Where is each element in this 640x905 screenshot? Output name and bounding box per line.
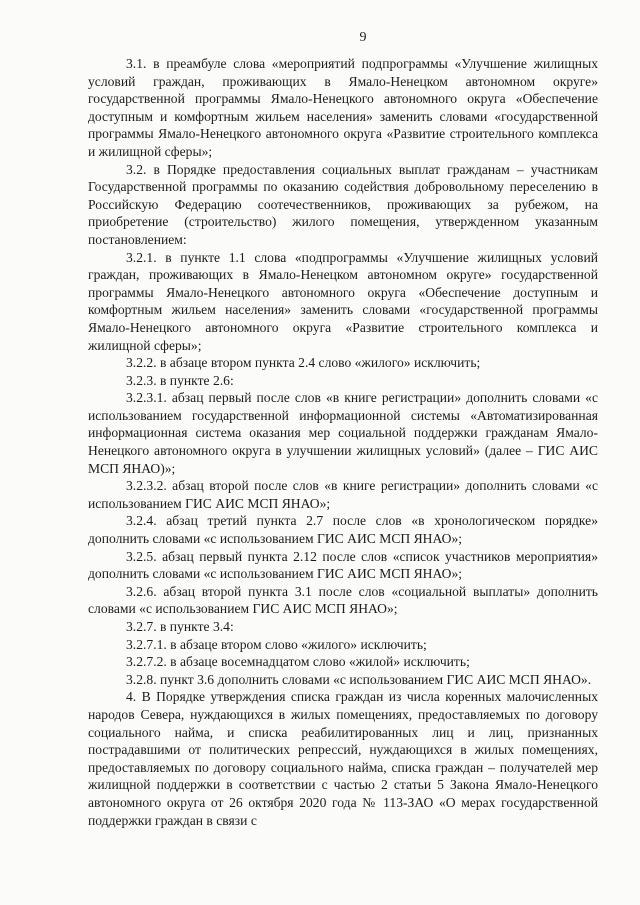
paragraph: 3.2.3.1. абзац первый после слов «в книге регистрации» дополнить словами «с использованием государственной информационной системы «Автоматизированная информационная система оказания мер социальной поддержки гражданам Ямало-Ненецкого автономного округа в улучшении жилищных условий» (далее – ГИС АИС МСП ЯНАО)»; [88, 390, 598, 476]
paragraph: 3.1. в преамбуле слова «мероприятий подпрограммы «Улучшение жилищных условий граждан, проживающих в Ямало-Ненецком автономном округе» государственной программы Ямало-Ненецкого автономного округа «Обеспечение доступным и комфортным жильем населения» заменить словами «государственной программы Ямало-Ненецкого автономного округа «Развитие строительного комплекса и жилищной сферы»; [88, 56, 598, 159]
paragraph: 3.2.1. в пункте 1.1 слова «подпрограммы «Улучшение жилищных условий граждан, проживающих в Ямало-Ненецком автономном округе» государственной программы Ямало-Ненецкого автономного округа «Обеспечение доступным и комфортным жильем населения» заменить словами «государственной программы Ямало-Ненецкого автономного округа «Развитие строительного комплекса и жилищной сферы»; [88, 249, 598, 353]
page-number: 9 [359, 30, 367, 45]
paragraph: 4. В Порядке утверждения списка граждан из числа коренных малочисленных народов Севера, нуждающихся в жилых помещениях, предоставляемых по договору социального найма, и списка реабилитированных лиц и лиц, признанных пострадавшими от политических репрессий, нуждающихся в жилых помещениях, предоставляемых по договору социального найма, списка граждан – получателей мер жилищной поддержки в соответствии с частью 2 статьи 5 Закона Ямало-Ненецкого автономного округа от 26 октября 2020 года № 113-ЗАО «О мерах государственной поддержки граждан в связи с [88, 689, 598, 828]
paragraph: 3.2.3.2. абзац второй после слов «в книге регистрации» дополнить словами «с использованием ГИС АИС МСП ЯНАО»; [88, 478, 598, 511]
paragraph: 3.2.7.1. в абзаце втором слово «жилого» исключить; [126, 636, 427, 652]
paragraph: 3.2.6. абзац второй пункта 3.1 после слов «социальной выплаты» дополнить словами «с использованием ГИС АИС МСП ЯНАО»; [88, 583, 598, 617]
paragraph: 3.2.2. в абзаце втором пункта 2.4 слово «жилого» исключить; [126, 355, 481, 371]
paragraph: 3.2.3. в пункте 2.6: [126, 372, 234, 388]
paragraph: 3.2.8. пункт 3.6 дополнить словами «с использованием ГИС АИС МСП ЯНАО». [126, 671, 592, 687]
paragraph: 3.2.4. абзац третий пункта 2.7 после слов «в хронологическом порядке» дополнить словами «с использованием ГИС АИС МСП ЯНАО»; [88, 513, 598, 547]
paragraph: 3.2.7.2. в абзаце восемнадцатом слово «жилой» исключить; [126, 654, 470, 670]
document-body [88, 55, 598, 829]
paragraph: 3.2.5. абзац первый пункта 2.12 после слов «список участников мероприятия» дополнить словами «с использованием ГИС АИС МСП ЯНАО»; [88, 548, 598, 582]
paragraph: 3.2. в Порядке предоставления социальных выплат гражданам – участникам Государственной программы по оказанию содействия добровольному переселению в Российскую Федерацию соотечественников, проживающих за рубежом, на приобретение (строительство) жилого помещения, утвержденном указанным постановлением: [88, 161, 598, 247]
paragraph: 3.2.7. в пункте 3.4: [126, 619, 234, 634]
